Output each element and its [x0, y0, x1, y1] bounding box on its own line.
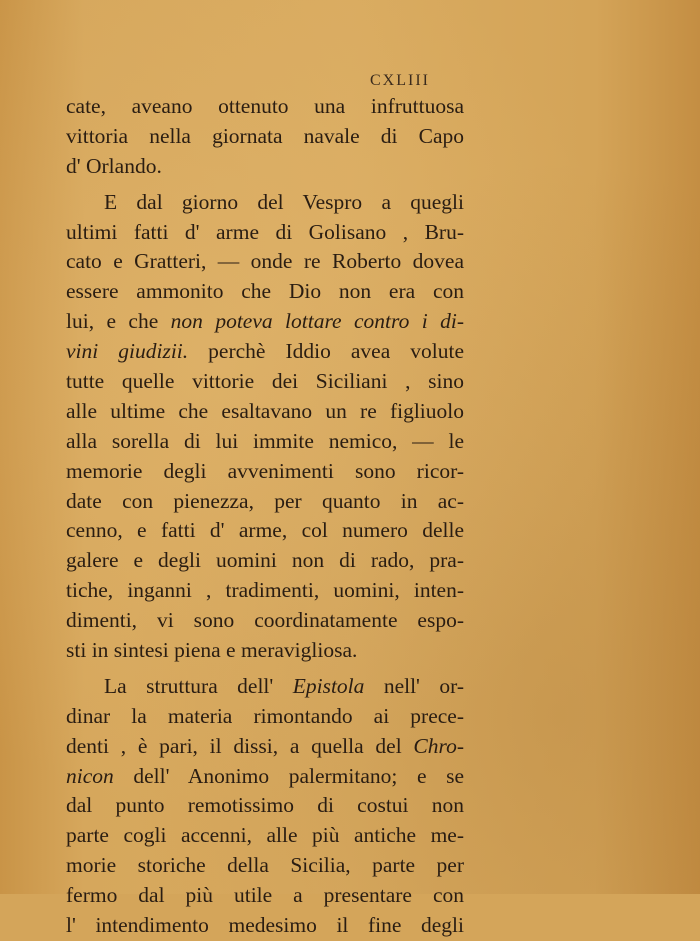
text-line: dal punto remotissimo di costui non	[66, 793, 464, 818]
text-line: essere ammonito che Dio non era con	[66, 279, 464, 304]
text-line: date con pienezza, per quanto in ac-	[66, 488, 464, 513]
text-line: d' Orlando.	[66, 153, 162, 178]
text-line: tutte quelle vittorie dei Siciliani , sino	[66, 369, 464, 394]
text-line: vittoria nella giornata navale di Capo	[66, 123, 464, 148]
italic-span: Epistola	[292, 673, 365, 698]
text-line: dinar la materia rimontando ai prece-	[66, 703, 464, 728]
text-line: alla sorella di lui immite nemico, — le	[66, 428, 464, 453]
text-line	[66, 672, 464, 702]
text-span: denti , è pari, il dissi, a quella del	[66, 733, 414, 758]
text-line	[66, 732, 464, 762]
text-line: dimenti, vi sono coordinatamente espo-	[66, 608, 464, 633]
text-line	[66, 337, 464, 367]
text-line: galere e degli uomini non di rado, pra-	[66, 548, 464, 573]
text-line: fermo dal più utile a presentare con	[66, 883, 464, 908]
text-line: memorie degli avvenimenti sono ricor-	[66, 458, 464, 483]
text-line	[66, 762, 464, 792]
text-line: E dal giorno del Vespro a quegli	[104, 189, 464, 214]
text-span: lui, e che	[66, 309, 171, 334]
text-span: La struttura dell'	[104, 673, 293, 698]
text-line: cenno, e fatti d' arme, col numero delle	[66, 518, 464, 543]
italic-span: nicon	[66, 763, 114, 788]
running-head: CXLIII	[370, 72, 430, 89]
italic-span: Chro-	[413, 733, 464, 758]
body-text	[66, 92, 464, 941]
italic-span: non poteva lottare contro i di-	[170, 309, 464, 334]
text-line: l' intendimento medesimo il fine degli	[66, 913, 464, 938]
text-line: morie storiche della Sicilia, parte per	[66, 853, 464, 878]
text-line: tiche, inganni , tradimenti, uomini, inten-	[66, 578, 464, 603]
text-span: dell' Anonimo palermitano; e se	[113, 763, 464, 788]
text-span: nell' or-	[364, 673, 464, 698]
text-span: perchè Iddio avea volute	[188, 339, 464, 364]
italic-span: vini giudizii.	[66, 339, 189, 364]
text-line: alle ultime che esaltavano un re figliuolo	[66, 398, 464, 423]
text-line: cate, aveano ottenuto una infruttuosa	[66, 94, 464, 118]
text-line: parte cogli accenni, alle più antiche me-	[66, 823, 464, 848]
text-line: ultimi fatti d' arme di Golisano , Bru-	[66, 219, 464, 244]
text-line	[66, 307, 464, 337]
text-line: cato e Gratteri, — onde re Roberto dovea	[66, 249, 464, 274]
text-line: sti in sintesi piena e meravigliosa.	[66, 638, 358, 663]
